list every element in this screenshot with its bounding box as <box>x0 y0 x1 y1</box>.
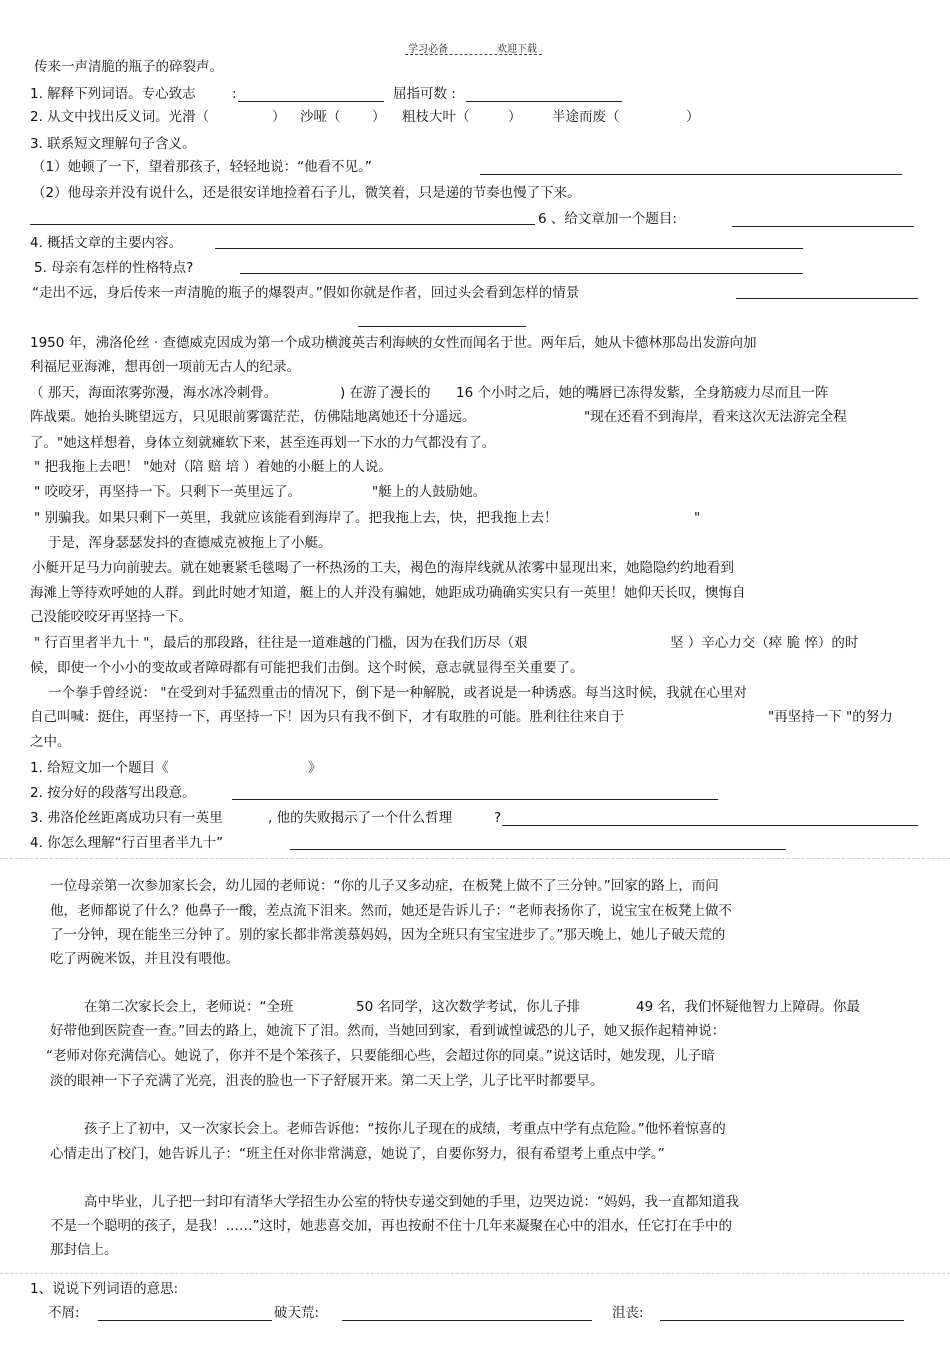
text-line: ） <box>272 109 286 125</box>
answer-line[interactable] <box>215 248 803 249</box>
paragraph-line: 一个拳手曾经说： "在受到对手猛烈重击的情况下，倒下是一种解脱，或者说是一种诱惑。每当这时候，我就在心里对 <box>48 685 747 701</box>
answer-line[interactable] <box>466 101 622 102</box>
question-3: 3. 联系短文理解句子含义。 <box>30 136 196 152</box>
paragraph-line: 16 个小时之后，她的嘴唇已冻得发紫，全身筋疲力尽而且一阵 <box>456 385 829 401</box>
answer-line[interactable] <box>98 1320 272 1321</box>
text-line: , 他的失败揭示了一个什么哲理 <box>268 810 453 826</box>
question-2: 2. 从文中找出反义词。光滑（ <box>30 109 210 125</box>
question-summary: 2. 按分好的段落写出段意。 <box>30 785 196 801</box>
paragraph-line: 海滩上等待欢呼她的人群。到此时她才知道，艇上的人并没有骗她，她距成功确确实实只有一英里！她仰天长叹，懊悔自 <box>30 585 746 601</box>
question-words: 1、说说下列词语的意思: <box>30 1281 179 1297</box>
paragraph-line: 好带他到医院查一查。”回去的路上，她流下了泪。然而，当她回到家，看到诚惶诚恐的儿子，她又振作起精神说： <box>50 1023 726 1039</box>
text-line: 传来一声清脆的瓶子的碎裂声。 <box>34 59 223 75</box>
paragraph-line: 50 名同学，这次数学考试，你儿子排 <box>356 999 580 1015</box>
answer-line[interactable] <box>732 226 914 227</box>
paragraph-line: "再坚持一下 "的努力 <box>768 709 893 725</box>
word-label: 不屑: <box>48 1305 80 1321</box>
paragraph-line: 己没能咬咬牙再坚持一下。 <box>30 609 192 625</box>
word-label: 破天荒: <box>274 1305 320 1321</box>
paragraph-line: 于是，浑身瑟瑟发抖的查德威克被拖上了小艇。 <box>48 535 332 551</box>
paragraph-line: 阵战栗。她抬头眺望远方，只见眼前雾霭茫茫，仿佛陆地离她还十分遥远。 <box>30 409 476 425</box>
text-line: 半途而废（ <box>552 109 620 125</box>
header-right-text: 欢迎下载 <box>497 44 537 55</box>
paragraph-line: " <box>694 510 701 526</box>
word-label: 沮丧: <box>612 1305 644 1321</box>
text-line: ） <box>508 109 522 125</box>
page-break-divider <box>0 1273 950 1274</box>
text-line: 粗枝大叶（ <box>402 109 470 125</box>
paragraph-line: 之中。 <box>30 734 71 750</box>
paragraph-line: 1950 年，沸洛伦丝 · 查德威克因成为第一个成功横渡英吉利海峡的女性而闻名于世。两年后，她从卡德林那岛出发游向加 <box>30 335 757 351</box>
paragraph-line: "艇上的人鼓励她。 <box>372 484 487 500</box>
paragraph-line: 一位母亲第一次参加家长会，幼儿园的老师说：“你的儿子又多动症，在板凳上做不了三分钟。”回家的路上，而问 <box>50 878 719 894</box>
paragraph-line: 利福尼亚海滩，想再创一项前无古人的纪录。 <box>30 359 300 375</box>
text-line: ） <box>372 109 386 125</box>
paragraph-line: 不是一个聪明的孩子，是我！……”这时，她悲喜交加，再也按耐不住十几年来凝聚在心中的泪水，任它打在手中的 <box>50 1218 732 1234</box>
paragraph-line: 49 名，我们怀疑他智力上障碍。你最 <box>636 999 860 1015</box>
paragraph-line: 候，即使一个小小的变故或者障碍都有可能把我们击倒。这个时候，意志就显得至关重要了。 <box>30 660 584 676</box>
paragraph-line: 淡的眼神一下子充满了光亮，沮丧的脸也一下子舒展开来。第二天上学，儿子比平时都要早。 <box>50 1073 604 1089</box>
question-3-1: （1）她顿了一下，望着那孩子，轻轻地说：“他看不见。” <box>32 159 372 175</box>
paragraph-line: "现在还看不到海岸，看来这次无法游完全程 <box>584 409 847 425</box>
answer-line[interactable] <box>290 849 786 850</box>
answer-line[interactable] <box>232 799 718 800</box>
paragraph-line: 心情走出了校门，她告诉儿子：“班主任对你非常满意，她说了，自要你努力，很有希望考上重点中学。” <box>50 1146 665 1162</box>
text-line: 》 <box>308 760 322 776</box>
paragraph-line: 了。"她这样想着，身体立刻就瘫软下来，甚至连再划一下水的力气都没有了。 <box>30 435 496 451</box>
header-left-text: 学习必备 <box>408 44 448 55</box>
text-line: ） <box>686 109 700 125</box>
question-philosophy: 3. 弗洛伦丝距离成功只有一英里 <box>30 810 223 826</box>
question-7: “走出不远，身后传来一声清脆的瓶子的爆裂声。”假如你就是作者，回过头会看到怎样的情景 <box>32 285 580 301</box>
header-divider <box>405 54 542 55</box>
paragraph-line: 高中毕业，儿子把一封印有清华大学招生办公室的特快专递交到她的手里，边哭边说：“妈妈，我一直都知道我 <box>84 1194 739 1210</box>
answer-line[interactable] <box>30 224 535 225</box>
question-1: 1. 解释下列词语。专心致志 <box>30 86 196 102</box>
answer-line[interactable] <box>342 1320 592 1321</box>
paragraph-line: " 咬咬牙，再坚持一下。只剩下一英里远了。 <box>34 484 302 500</box>
text-line: 屈指可数 : <box>393 86 456 102</box>
answer-line[interactable] <box>502 825 918 826</box>
answer-line[interactable] <box>240 273 803 274</box>
question-5: 5. 母亲有怎样的性格特点? <box>34 260 194 276</box>
paragraph-line: 那封信上。 <box>50 1242 118 1258</box>
question-3-2: （2）他母亲并没有说什么，还是很安详地捡着石子儿，微笑着，只是递的节奏也慢了下来。 <box>32 185 581 201</box>
paragraph-line: 了一分钟，现在能坐三分钟了。别的家长都非常羡慕妈妈，因为全班只有宝宝进步了。”那天晚上，她儿子破天荒的 <box>50 927 726 943</box>
answer-line[interactable] <box>736 298 918 299</box>
question-understanding: 4. 你怎么理解“行百里者半九十” <box>30 835 224 851</box>
paragraph-line: “老师对你充满信心。她说了，你并不是个笨孩子，只要能细心些，会超过你的同桌。”说这话时，她发现，儿子暗 <box>46 1048 715 1064</box>
text-line: 沙哑（ <box>300 109 341 125</box>
answer-line[interactable] <box>480 174 902 175</box>
answer-line[interactable] <box>660 1320 904 1321</box>
question-title: 1. 给短文加一个题目《 <box>30 760 169 776</box>
text-line: ? <box>494 810 502 826</box>
paragraph-line: " 行百里者半九十 "，最后的那段路，往往是一道难越的门槛，因为在我们历尽（艰 <box>34 635 528 651</box>
text-line: : <box>232 86 237 102</box>
question-6: 6 、给文章加一个题目: <box>538 211 677 227</box>
paragraph-line: 在第二次家长会上，老师说：“全班 <box>84 999 294 1015</box>
answer-line[interactable] <box>238 101 384 102</box>
paragraph-line: 孩子上了初中，又一次家长会上。老师告诉他：“按你儿子现在的成绩，考重点中学有点危险。”他怀着惊喜的 <box>84 1121 726 1137</box>
paragraph-line: 他，老师都说了什么？他鼻子一酸，差点流下泪来。然而，她还是告诉儿子：“老师表扬你了，说宝宝在板凳上做不 <box>50 903 732 919</box>
paragraph-line: 自己叫喊：挺住，再坚持一下，再坚持一下！因为只有我不倒下，才有取胜的可能。胜利往往来自于 <box>30 709 624 725</box>
paragraph-line: 吃了两碗米饭，并且没有喂他。 <box>50 951 239 967</box>
paragraph-line: ) 在游了漫长的 <box>340 385 431 401</box>
paragraph-line: （ 那天，海面浓雾弥漫，海水冰冷刺骨。 <box>30 385 278 401</box>
paragraph-line: " 别骗我。如果只剩下一英里，我就应该能看到海岸了。把我拖上去，快，把我拖上去！ <box>34 510 558 526</box>
answer-line[interactable] <box>358 326 526 327</box>
paragraph-line: " 把我拖上去吧！ "她对（陪 赔 培 ）着她的小艇上的人说。 <box>34 459 392 475</box>
page-break-divider <box>0 858 950 859</box>
paragraph-line: 坚 ）辛心力交（瘁 脆 悴）的时 <box>670 635 859 651</box>
paragraph-line: 小艇开足马力向前驶去。就在她裹紧毛毯喝了一杯热汤的工夫，褐色的海岸线就从浓雾中显现出来，她隐隐约约地看到 <box>32 560 734 576</box>
question-4: 4. 概括文章的主要内容。 <box>30 235 183 251</box>
